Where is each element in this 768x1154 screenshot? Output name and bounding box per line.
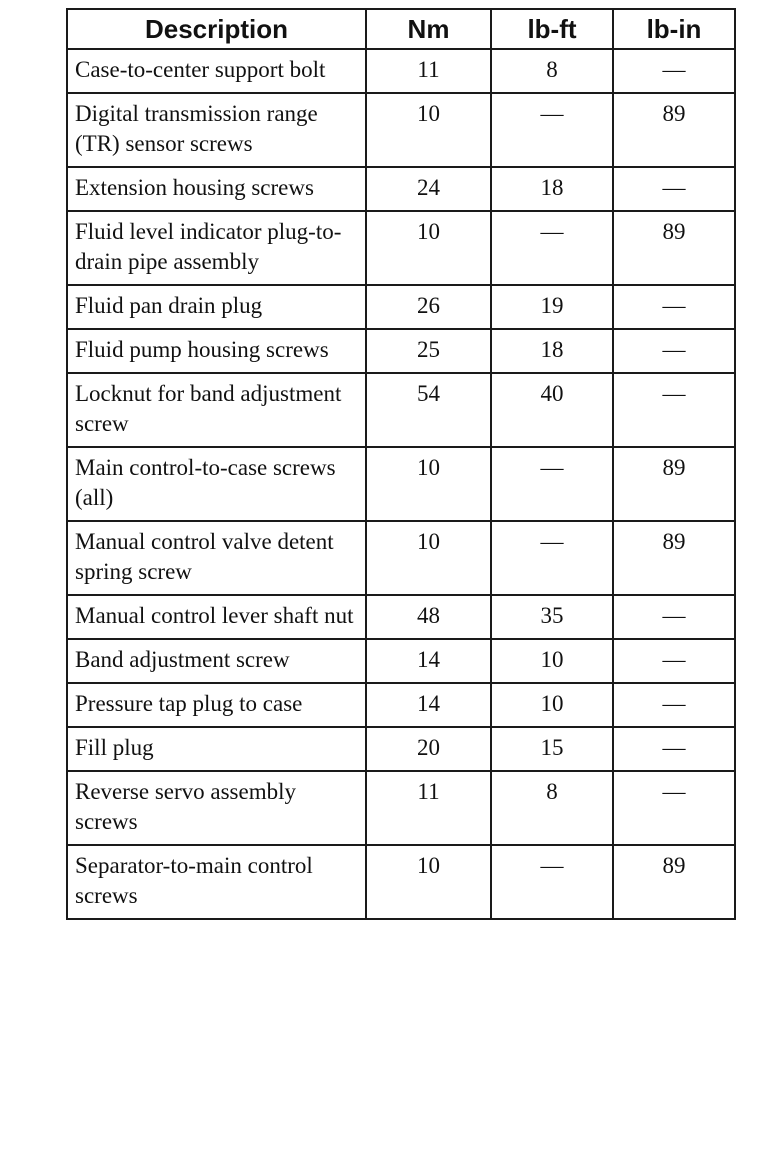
- lb-ft-cell: —: [491, 845, 613, 919]
- description-cell: Pressure tap plug to case: [67, 683, 366, 727]
- nm-cell: 10: [366, 93, 491, 167]
- table-row: [67, 521, 735, 595]
- nm-cell: 20: [366, 727, 491, 771]
- lb-ft-cell: 8: [491, 49, 613, 93]
- lb-in-cell: —: [613, 683, 735, 727]
- lb-ft-cell: 19: [491, 285, 613, 329]
- lb-in-cell: 89: [613, 521, 735, 595]
- nm-cell: 54: [366, 373, 491, 447]
- nm-cell: 10: [366, 521, 491, 595]
- lb-ft-cell: 35: [491, 595, 613, 639]
- table-row: [67, 49, 735, 93]
- header-nm: Nm: [366, 9, 491, 49]
- table-row: [67, 595, 735, 639]
- lb-in-cell: —: [613, 285, 735, 329]
- lb-in-cell: —: [613, 771, 735, 845]
- table-row: [67, 167, 735, 211]
- table-row: [67, 329, 735, 373]
- lb-in-cell: 89: [613, 211, 735, 285]
- lb-in-cell: 89: [613, 447, 735, 521]
- lb-in-cell: —: [613, 595, 735, 639]
- nm-cell: 14: [366, 683, 491, 727]
- description-cell: Fill plug: [67, 727, 366, 771]
- nm-cell: 24: [366, 167, 491, 211]
- table-row: [67, 93, 735, 167]
- lb-ft-cell: 18: [491, 167, 613, 211]
- lb-in-cell: —: [613, 49, 735, 93]
- lb-ft-cell: —: [491, 211, 613, 285]
- table-row: [67, 639, 735, 683]
- description-cell: Fluid level indicator plug-to-drain pipe assembly: [67, 211, 366, 285]
- table-row: [67, 771, 735, 845]
- nm-cell: 48: [366, 595, 491, 639]
- lb-in-cell: —: [613, 167, 735, 211]
- lb-in-cell: —: [613, 329, 735, 373]
- description-cell: Manual control valve detent spring screw: [67, 521, 366, 595]
- lb-in-cell: —: [613, 373, 735, 447]
- header-lb-ft: lb-ft: [491, 9, 613, 49]
- description-cell: Case-to-center support bolt: [67, 49, 366, 93]
- nm-cell: 10: [366, 845, 491, 919]
- lb-in-cell: —: [613, 727, 735, 771]
- table-row: [67, 211, 735, 285]
- lb-ft-cell: 10: [491, 639, 613, 683]
- header-description: Description: [67, 9, 366, 49]
- table-header-row: [67, 9, 735, 49]
- lb-ft-cell: —: [491, 93, 613, 167]
- description-cell: Band adjustment screw: [67, 639, 366, 683]
- lb-in-cell: —: [613, 639, 735, 683]
- description-cell: Fluid pan drain plug: [67, 285, 366, 329]
- lb-ft-cell: —: [491, 447, 613, 521]
- lb-ft-cell: 40: [491, 373, 613, 447]
- description-cell: Digital transmission range (TR) sensor screws: [67, 93, 366, 167]
- nm-cell: 10: [366, 211, 491, 285]
- header-lb-in: lb-in: [613, 9, 735, 49]
- nm-cell: 26: [366, 285, 491, 329]
- description-cell: Fluid pump housing screws: [67, 329, 366, 373]
- description-cell: Manual control lever shaft nut: [67, 595, 366, 639]
- table-row: [67, 845, 735, 919]
- lb-in-cell: 89: [613, 845, 735, 919]
- table-row: [67, 727, 735, 771]
- nm-cell: 25: [366, 329, 491, 373]
- nm-cell: 11: [366, 49, 491, 93]
- table-row: [67, 285, 735, 329]
- nm-cell: 10: [366, 447, 491, 521]
- lb-ft-cell: —: [491, 521, 613, 595]
- description-cell: Extension housing screws: [67, 167, 366, 211]
- lb-ft-cell: 8: [491, 771, 613, 845]
- table-row: [67, 683, 735, 727]
- lb-ft-cell: 15: [491, 727, 613, 771]
- description-cell: Separator-to-main control screws: [67, 845, 366, 919]
- table-row: [67, 447, 735, 521]
- description-cell: Reverse servo assembly screws: [67, 771, 366, 845]
- description-cell: Main control-to-case screws (all): [67, 447, 366, 521]
- lb-ft-cell: 10: [491, 683, 613, 727]
- torque-spec-table: [66, 8, 736, 920]
- lb-ft-cell: 18: [491, 329, 613, 373]
- description-cell: Locknut for band adjustment screw: [67, 373, 366, 447]
- nm-cell: 11: [366, 771, 491, 845]
- table-row: [67, 373, 735, 447]
- nm-cell: 14: [366, 639, 491, 683]
- lb-in-cell: 89: [613, 93, 735, 167]
